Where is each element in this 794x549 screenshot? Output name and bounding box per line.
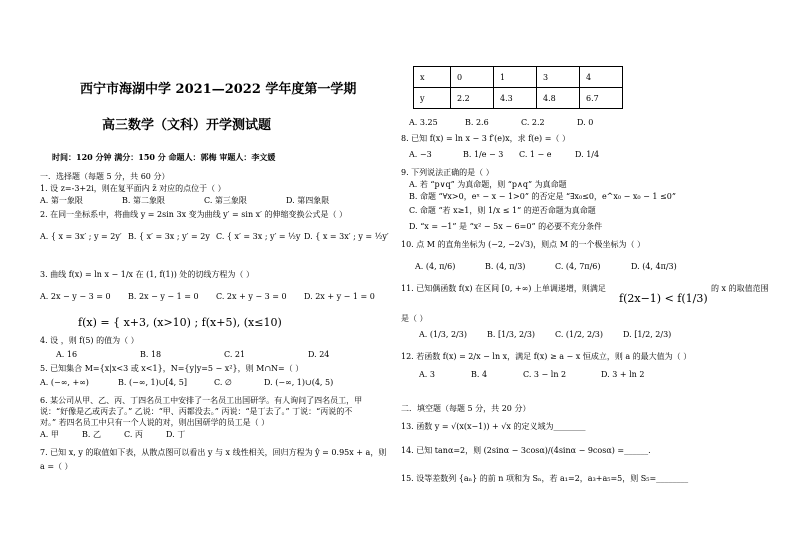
x-value: 1 [494,67,537,88]
option-d: D. 2x + y − 1 = 0 [304,292,375,301]
question-9-option-d: D. “x = −1” 是 “x² − 5x − 6=0” 的必要不充分条件 [409,222,603,231]
option-b: B. (4, π/3) [485,262,526,271]
option-c: C. 2x + y − 3 = 0 [216,292,287,301]
exam-meta: 时间：120 分钟 满分：150 分 命题人：郭梅 审题人：李文媛 [52,152,276,162]
option-c: C. (1/2, 2/3) [555,330,603,339]
exam-subtitle: 高三数学（文科）开学测试题 [102,118,272,133]
option-c: C. 1 − e [519,150,552,159]
question-6-options [40,430,208,440]
option-d: D. (−∞, 1)∪(4, 5) [264,378,334,387]
option-a: A. (1/3, 2/3) [419,330,467,339]
question-13: 13. 函数 y = √(x(x−1)) + √x 的定义域为________ [401,422,586,431]
question-8: 8. 已知 f(x) = ln x − 3 f′(e)x，求 f(e) =（ ） [401,134,570,143]
option-a: A. 3.25 [409,118,438,127]
option-b: B. 1/e − 3 [463,150,504,159]
option-d: D. (4, 4π/3) [631,262,677,271]
question-9-option-b: B. 命题 “∀x>0，eˣ − x − 1>0” 的否定是 “∃x₀≤0，e^x₀ − x₀ − 1 ≤0” [409,192,676,201]
question-11-line-1: 11. 已知偶函数 f(x) 在区间 [0, +∞) 上单调递增，则满足 [401,284,606,293]
left-column [40,0,389,549]
question-1: 1. 设 z=-3+2i，则在复平面内 z̄ 对应的点位于（ ） [40,184,226,193]
option-b: B. 乙 [82,430,101,439]
question-12: 12. 若函数 f(x) = 2/x − ln x，满足 f(x) ≥ a − x 恒成立，则 a 的最大值为（ ） [401,352,692,361]
question-6-line-3: 对。” 若四名员工中只有一个人说的对，则出国研学的员工是（ ） [40,418,270,427]
option-a: A. 第一象限 [40,196,83,205]
option-c: C. (4, 7π/6) [555,262,601,271]
question-11-inequality: f(2x−1) < f(1/3) [619,292,708,305]
option-b: B. 18 [140,350,162,359]
option-d: D. 0 [577,118,594,127]
question-4: 4. 设 ，则 f(5) 的值为（ ） [40,336,139,345]
option-d: D. [1/2, 2/3) [623,330,672,339]
option-d: D. { x = 3x′ ; y = ½y′ [304,232,389,241]
option-a: A. 甲 [40,430,59,439]
question-3-options [40,292,392,302]
question-7-line-1: 7. 已知 x, y 的取值如下表，从散点图可以看出 y 与 x 线性相关，回归方程为 ŷ = 0.95x + a，则 [40,448,387,457]
option-d: D. 3 + ln 2 [601,370,645,379]
option-a: A. (4, π/6) [415,262,456,271]
option-d: D. 第四象限 [286,196,330,205]
option-a: A. (−∞, +∞) [40,378,89,387]
question-10-options [415,262,701,272]
question-11-tail: 的 x 的取值范围 [711,284,769,293]
question-14: 14. 已知 tanα=2，则 (2sinα − 3cosα)/(4sinα − 9cosα) =______. [401,446,651,455]
question-15: 15. 设等差数列 {aₙ} 的前 n 项和为 Sₙ，若 a₁=2，a₃+a₅=5，则 S₅=________ [401,474,689,483]
question-7-line-2: a =（ ） [40,462,73,471]
question-12-options [419,370,679,380]
option-c: C. 2.2 [521,118,545,127]
question-4-options [56,350,392,360]
section-fill-heading: 二．填空题（每题 5 分，共 20 分） [401,404,531,413]
question-7-options [409,118,633,128]
question-2: 2. 在同一坐标系中，将曲线 y = 2sin 3x 变为曲线 y′ = sin x′ 的伸缩变换公式是（ ） [40,210,348,219]
question-9: 9. 下列说法正确的是（ ） [401,168,494,177]
option-c: C. 丙 [124,430,143,439]
question-2-options [40,232,392,242]
option-d: D. 24 [308,350,330,359]
question-5: 5. 已知集合 M={x|x<3 或 x<1}，N={y|y=5 − x²}，则 M∩N=（ ） [40,364,304,373]
question-9-option-a: A. 若 “p∨q” 为真命题，则 “p∧q” 为真命题 [409,180,567,189]
option-b: B. 4 [471,370,488,379]
option-b: B. 2x − y − 1 = 0 [128,292,199,301]
option-c: C. { x′ = 3x ; y′ = ½y [216,232,301,241]
x-value: 0 [451,67,494,88]
option-a: A. 16 [56,350,78,359]
option-c: C. 21 [224,350,246,359]
question-5-options [40,378,360,388]
question-3: 3. 曲线 f(x) = ln x − 1/x 在 (1, f(1)) 处的切线方程为（ ） [40,270,254,279]
question-11-options [419,330,691,340]
option-a: A. 3 [419,370,435,379]
question-10: 10. 点 M 的直角坐标为 (−2, −2√3)，则点 M 的一个极坐标为（ ） [401,240,646,249]
question-9-option-c: C. 命题 “若 x≥1，则 1/x ≤ 1” 的逆否命题为真命题 [409,206,596,215]
x-value: 3 [537,67,580,88]
question-6-line-2: 说：“好像是乙或丙去了。” 乙说：“甲、丙都没去。” 丙说：“是丁去了。” 丁说：“丙说的不 [40,407,353,416]
x-label: x [414,67,451,88]
question-6-line-1: 6. 某公司从甲、乙、丙、丁四名员工中安排了一名员工出国研学。有人询问了四名员工，甲 [40,396,363,405]
right-column [395,0,775,549]
option-c: C. ∅ [214,378,232,387]
question-1-options [40,196,368,206]
option-b: B. { x′ = 3x ; y′ = 2y [128,232,210,241]
option-b: B. [1/3, 2/3) [487,330,536,339]
question-4-function: f(x) = { x+3, (x>10) ; f(x+5), (x≤10) [78,316,282,329]
question-8-options [409,150,625,160]
y-value: 4.8 [537,88,580,109]
option-c: C. 3 − ln 2 [523,370,567,379]
y-label: y [414,88,451,109]
option-a: A. −3 [409,150,432,159]
table-row [414,67,623,88]
y-value: 2.2 [451,88,494,109]
option-d: D. 丁 [166,430,186,439]
option-a: A. { x = 3x′ ; y = 2y′ [40,232,122,241]
section-choice-heading: 一．选择题（每题 5 分，共 60 分） [40,172,170,181]
option-d: D. 1/4 [575,150,600,159]
option-b: B. (−∞, 1)∪[4, 5] [118,378,187,387]
option-c: C. 第三象限 [204,196,247,205]
xy-table [413,66,623,109]
option-a: A. 2x − y − 3 = 0 [40,292,111,301]
question-11-line-2: 是（ ） [401,314,428,323]
option-b: B. 2.6 [465,118,489,127]
y-value: 4.3 [494,88,537,109]
exam-title: 西宁市海湖中学 2021—2022 学年度第一学期 [80,82,357,97]
y-value: 6.7 [580,88,623,109]
x-value: 4 [580,67,623,88]
option-b: B. 第二象限 [122,196,165,205]
table-row [414,88,623,109]
